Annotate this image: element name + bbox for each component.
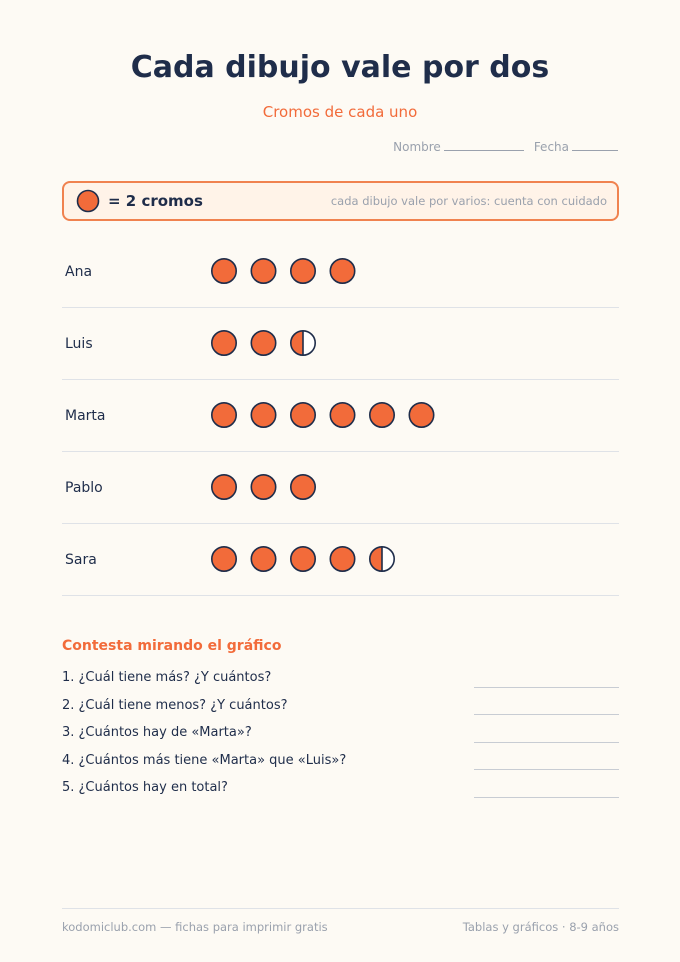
chart-row <box>62 380 619 452</box>
orange-circle-icon <box>251 259 275 283</box>
date-label: Fecha <box>533 140 569 154</box>
orange-circle-icon <box>212 547 236 571</box>
row-icons-svg <box>210 380 451 452</box>
questions-list <box>62 664 619 802</box>
orange-circle-icon <box>212 259 236 283</box>
row-icons-svg <box>210 452 333 524</box>
row-label: Ana <box>65 263 93 280</box>
orange-circle-icon <box>291 547 315 571</box>
question-item <box>62 719 619 747</box>
half-circle-icon <box>291 331 315 355</box>
row-icons-svg <box>210 236 372 308</box>
question-item <box>62 774 619 802</box>
orange-circle-icon <box>212 403 236 427</box>
chart-row <box>62 524 619 596</box>
answer-line[interactable] <box>474 769 619 770</box>
question-text: 4. ¿Cuántos más tiene «Marta» que «Luis»? <box>62 752 347 768</box>
row-icons <box>210 380 451 452</box>
orange-circle-icon <box>212 475 236 499</box>
row-icons <box>210 236 372 308</box>
questions-title: Contesta mirando el gráfico <box>62 638 282 654</box>
row-icons-svg <box>210 524 412 596</box>
chart-row <box>62 452 619 524</box>
page-subtitle: Cromos de cada uno <box>262 103 418 121</box>
chart-row <box>62 236 619 308</box>
row-label: Pablo <box>65 479 103 496</box>
row-label: Luis <box>65 335 93 352</box>
name-label: Nombre <box>393 140 441 154</box>
footer <box>62 908 619 934</box>
footer-category: Tablas y gráficos · 8-9 años <box>462 920 619 934</box>
orange-circle-icon <box>291 475 315 499</box>
row-icons <box>210 308 333 380</box>
orange-circle-icon <box>409 403 433 427</box>
answer-line[interactable] <box>474 797 619 798</box>
orange-circle-icon <box>76 189 100 213</box>
answer-line[interactable] <box>474 742 619 743</box>
orange-circle-icon <box>251 403 275 427</box>
question-text: 1. ¿Cuál tiene más? ¿Y cuántos? <box>62 670 272 686</box>
page-title: Cada dibujo vale por dos <box>130 50 550 85</box>
name-field[interactable] <box>393 140 524 154</box>
name-date-fields <box>393 140 618 154</box>
question-text: 3. ¿Cuántos hay de «Marta»? <box>62 725 252 741</box>
row-label: Sara <box>65 551 97 568</box>
name-line <box>444 150 524 151</box>
question-text: 5. ¿Cuántos hay en total? <box>62 780 228 796</box>
date-field[interactable] <box>534 140 618 154</box>
question-item <box>62 664 619 692</box>
orange-circle-icon <box>330 547 354 571</box>
half-circle-icon <box>370 547 394 571</box>
answer-line[interactable] <box>474 687 619 688</box>
question-item <box>62 692 619 720</box>
pictograph-key <box>62 181 619 221</box>
orange-circle-icon <box>330 259 354 283</box>
orange-circle-icon <box>251 547 275 571</box>
orange-circle-icon <box>212 331 236 355</box>
orange-circle-icon <box>370 403 394 427</box>
question-text: 2. ¿Cuál tiene menos? ¿Y cuántos? <box>62 697 288 713</box>
chart-row <box>62 308 619 380</box>
row-icons <box>210 524 412 596</box>
orange-circle-icon <box>330 403 354 427</box>
row-label: Marta <box>65 407 106 424</box>
key-note: cada dibujo vale por varios: cuenta con cuidado <box>330 194 607 208</box>
orange-circle-icon <box>291 259 315 283</box>
orange-circle-icon <box>291 403 315 427</box>
orange-circle-icon <box>251 475 275 499</box>
date-line <box>572 150 618 151</box>
orange-circle-icon <box>251 331 275 355</box>
row-icons-svg <box>210 308 333 380</box>
footer-site: kodomiclub.com — fichas para imprimir gratis <box>62 920 328 934</box>
question-item <box>62 747 619 775</box>
pictograph-chart <box>62 236 619 596</box>
answer-line[interactable] <box>474 714 619 715</box>
key-label: = 2 cromos <box>108 192 203 210</box>
row-icons <box>210 452 333 524</box>
